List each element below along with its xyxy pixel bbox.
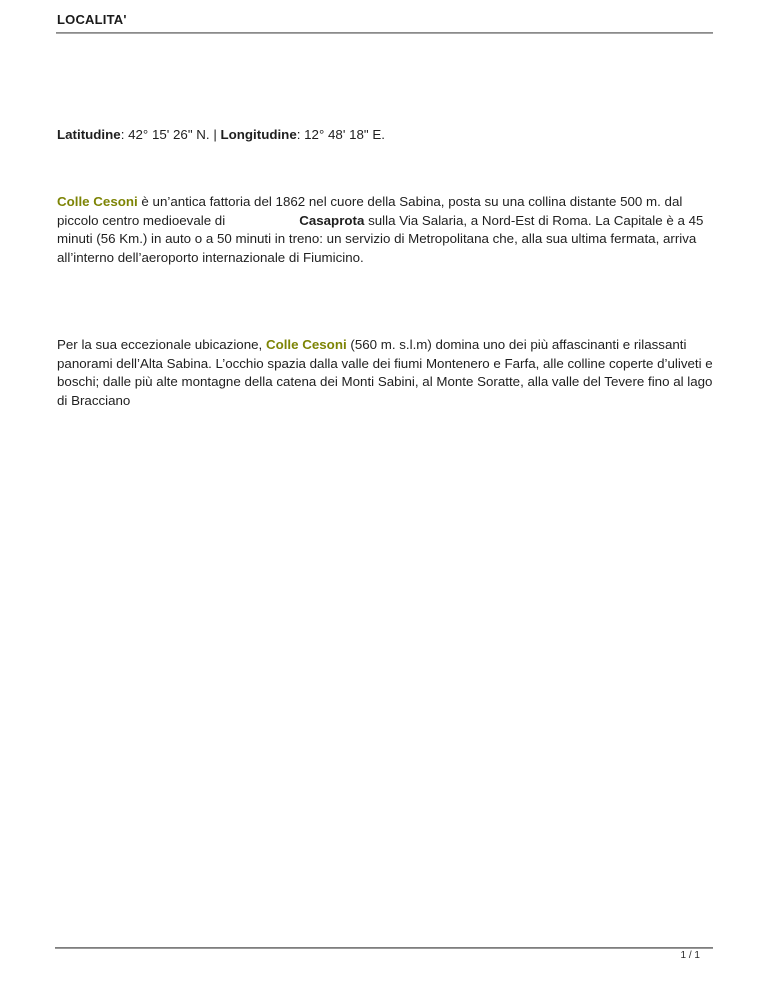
longitude-value: : 12° 48' 18" E. [296, 127, 385, 142]
paragraph-intro-text-a: è un’antica fattoria del 1862 nel cuore della Sabina, posta su una collina distante 500 m. dal piccolo centro medioevale di [57, 194, 683, 228]
coordinates-line [57, 126, 385, 145]
colle-cesoni-brand: Colle Cesoni [57, 194, 138, 209]
colle-cesoni-brand-2: Colle Cesoni [265, 337, 347, 352]
tab-gap-spacer [225, 224, 299, 225]
page-header-title: LOCALITA' [57, 12, 127, 27]
header-divider [56, 32, 713, 34]
footer-divider [55, 947, 713, 949]
latitude-label: Latitudine [57, 127, 121, 142]
paragraph-panorama [57, 336, 715, 410]
longitude-label: Longitudine [220, 127, 297, 142]
paragraph-panorama-text-b: (560 m. s.l.m) domina uno dei più affascinanti e rilassanti panorami dell’Alta Sabina. L’occhio spazia dalla valle dei fiumi Montenero e Farfa, alle colline coperte d’uliveti e boschi; dalle più alte montagne della catena dei Monti Sabini, al Monte Soratte, alla valle del Tevere fino al lago di Bracciano [57, 337, 713, 408]
paragraph-intro [57, 193, 715, 267]
casaprota-place-name: Casaprota [299, 212, 365, 228]
page-number-indicator: 1 / 1 [680, 950, 700, 961]
paragraph-panorama-text-a: Per la sua eccezionale ubicazione, [57, 337, 266, 352]
latitude-value: : 42° 15' 26" N. | [120, 127, 221, 142]
paragraph-intro-text-b: sulla Via Salaria, a Nord-Est di Roma. La Capitale è a 45 minuti (56 Km.) in auto o a 50 minuti in treno: un servizio di Metropolitana che, alla sua ultima fermata, arriva all’interno dell’aeroporto internazionale di Fiumicino. [57, 212, 704, 265]
